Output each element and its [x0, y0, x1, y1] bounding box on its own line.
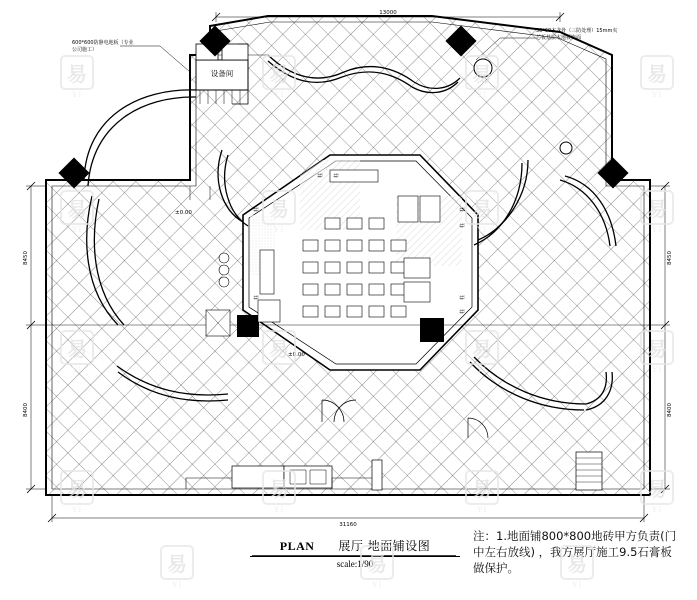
sofa-unit	[404, 258, 430, 278]
dim-top-text: 13000	[379, 10, 397, 16]
plan-title-cn: 展厅 地面铺设图	[338, 539, 431, 553]
watermark: 易 YI	[465, 55, 499, 99]
center-elev-text: ±0.00	[288, 352, 305, 358]
watermark: 易 YI	[640, 190, 674, 234]
round-column-small	[560, 142, 572, 154]
note-wood-floor: 50*60木龙骨（三防处理）15mm夹芯板基层木地板饰面	[536, 28, 618, 41]
watermark: 易 YI	[60, 55, 94, 99]
watermark: 易 YI	[262, 470, 296, 514]
svg-text:柱: 柱	[460, 308, 466, 314]
inner-dim-text: ±0.00	[175, 210, 192, 216]
sofa-unit	[404, 282, 430, 302]
watermark: 易 YI	[560, 545, 594, 589]
svg-text:柱: 柱	[334, 172, 340, 178]
dim-left-upper-text: 8450	[23, 251, 29, 265]
watermark: 易 YI	[465, 470, 499, 514]
svg-text:柱: 柱	[254, 294, 260, 300]
note-raised-floor: 600*600防静电地板（专业公司施工）	[72, 40, 134, 53]
svg-text:柱: 柱	[318, 172, 324, 178]
dim-right-upper-text: 8450	[667, 251, 673, 265]
display-unit	[398, 196, 418, 222]
watermark: 易 YI	[465, 190, 499, 234]
svg-text:柱: 柱	[254, 206, 260, 212]
watermark: 易 YI	[360, 545, 394, 589]
watermark: 易 YI	[640, 55, 674, 99]
watermark: 易 YI	[262, 190, 296, 234]
equipment-room-label: 设备间	[210, 69, 234, 78]
watermark: 易 YI	[60, 470, 94, 514]
watermark: 易 YI	[465, 330, 499, 374]
watermark: 易 YI	[60, 330, 94, 374]
round-column	[474, 59, 492, 77]
svg-text:柱: 柱	[460, 294, 466, 300]
watermark: 易 YI	[640, 330, 674, 374]
watermark: 易 YI	[160, 545, 194, 589]
construction-note: 注：1.地面铺800*800地砖甲方负责(门中左右放线) ，我方展厅施工9.5石膏板做保护。	[473, 529, 677, 575]
corner-unit	[258, 300, 280, 322]
column-square-right	[420, 318, 444, 342]
watermark: 易 YI	[640, 470, 674, 514]
side-cabinet	[260, 250, 274, 294]
watermark: 易 YI	[262, 55, 296, 99]
dim-right-lower-text: 8400	[667, 403, 673, 417]
plan-scale: scale:1/90	[336, 559, 374, 569]
svg-text:柱: 柱	[460, 206, 466, 212]
plan-title-en: PLAN	[279, 539, 315, 553]
column-square-left	[237, 315, 259, 337]
display-unit	[420, 196, 440, 222]
dim-left-lower-text: 8400	[23, 403, 29, 417]
drawing-title-block	[250, 537, 460, 569]
svg-text:柱: 柱	[460, 222, 466, 228]
dim-bottom-text: 31160	[339, 522, 357, 528]
watermark: 易 YI	[262, 330, 296, 374]
watermark: 易 YI	[60, 190, 94, 234]
